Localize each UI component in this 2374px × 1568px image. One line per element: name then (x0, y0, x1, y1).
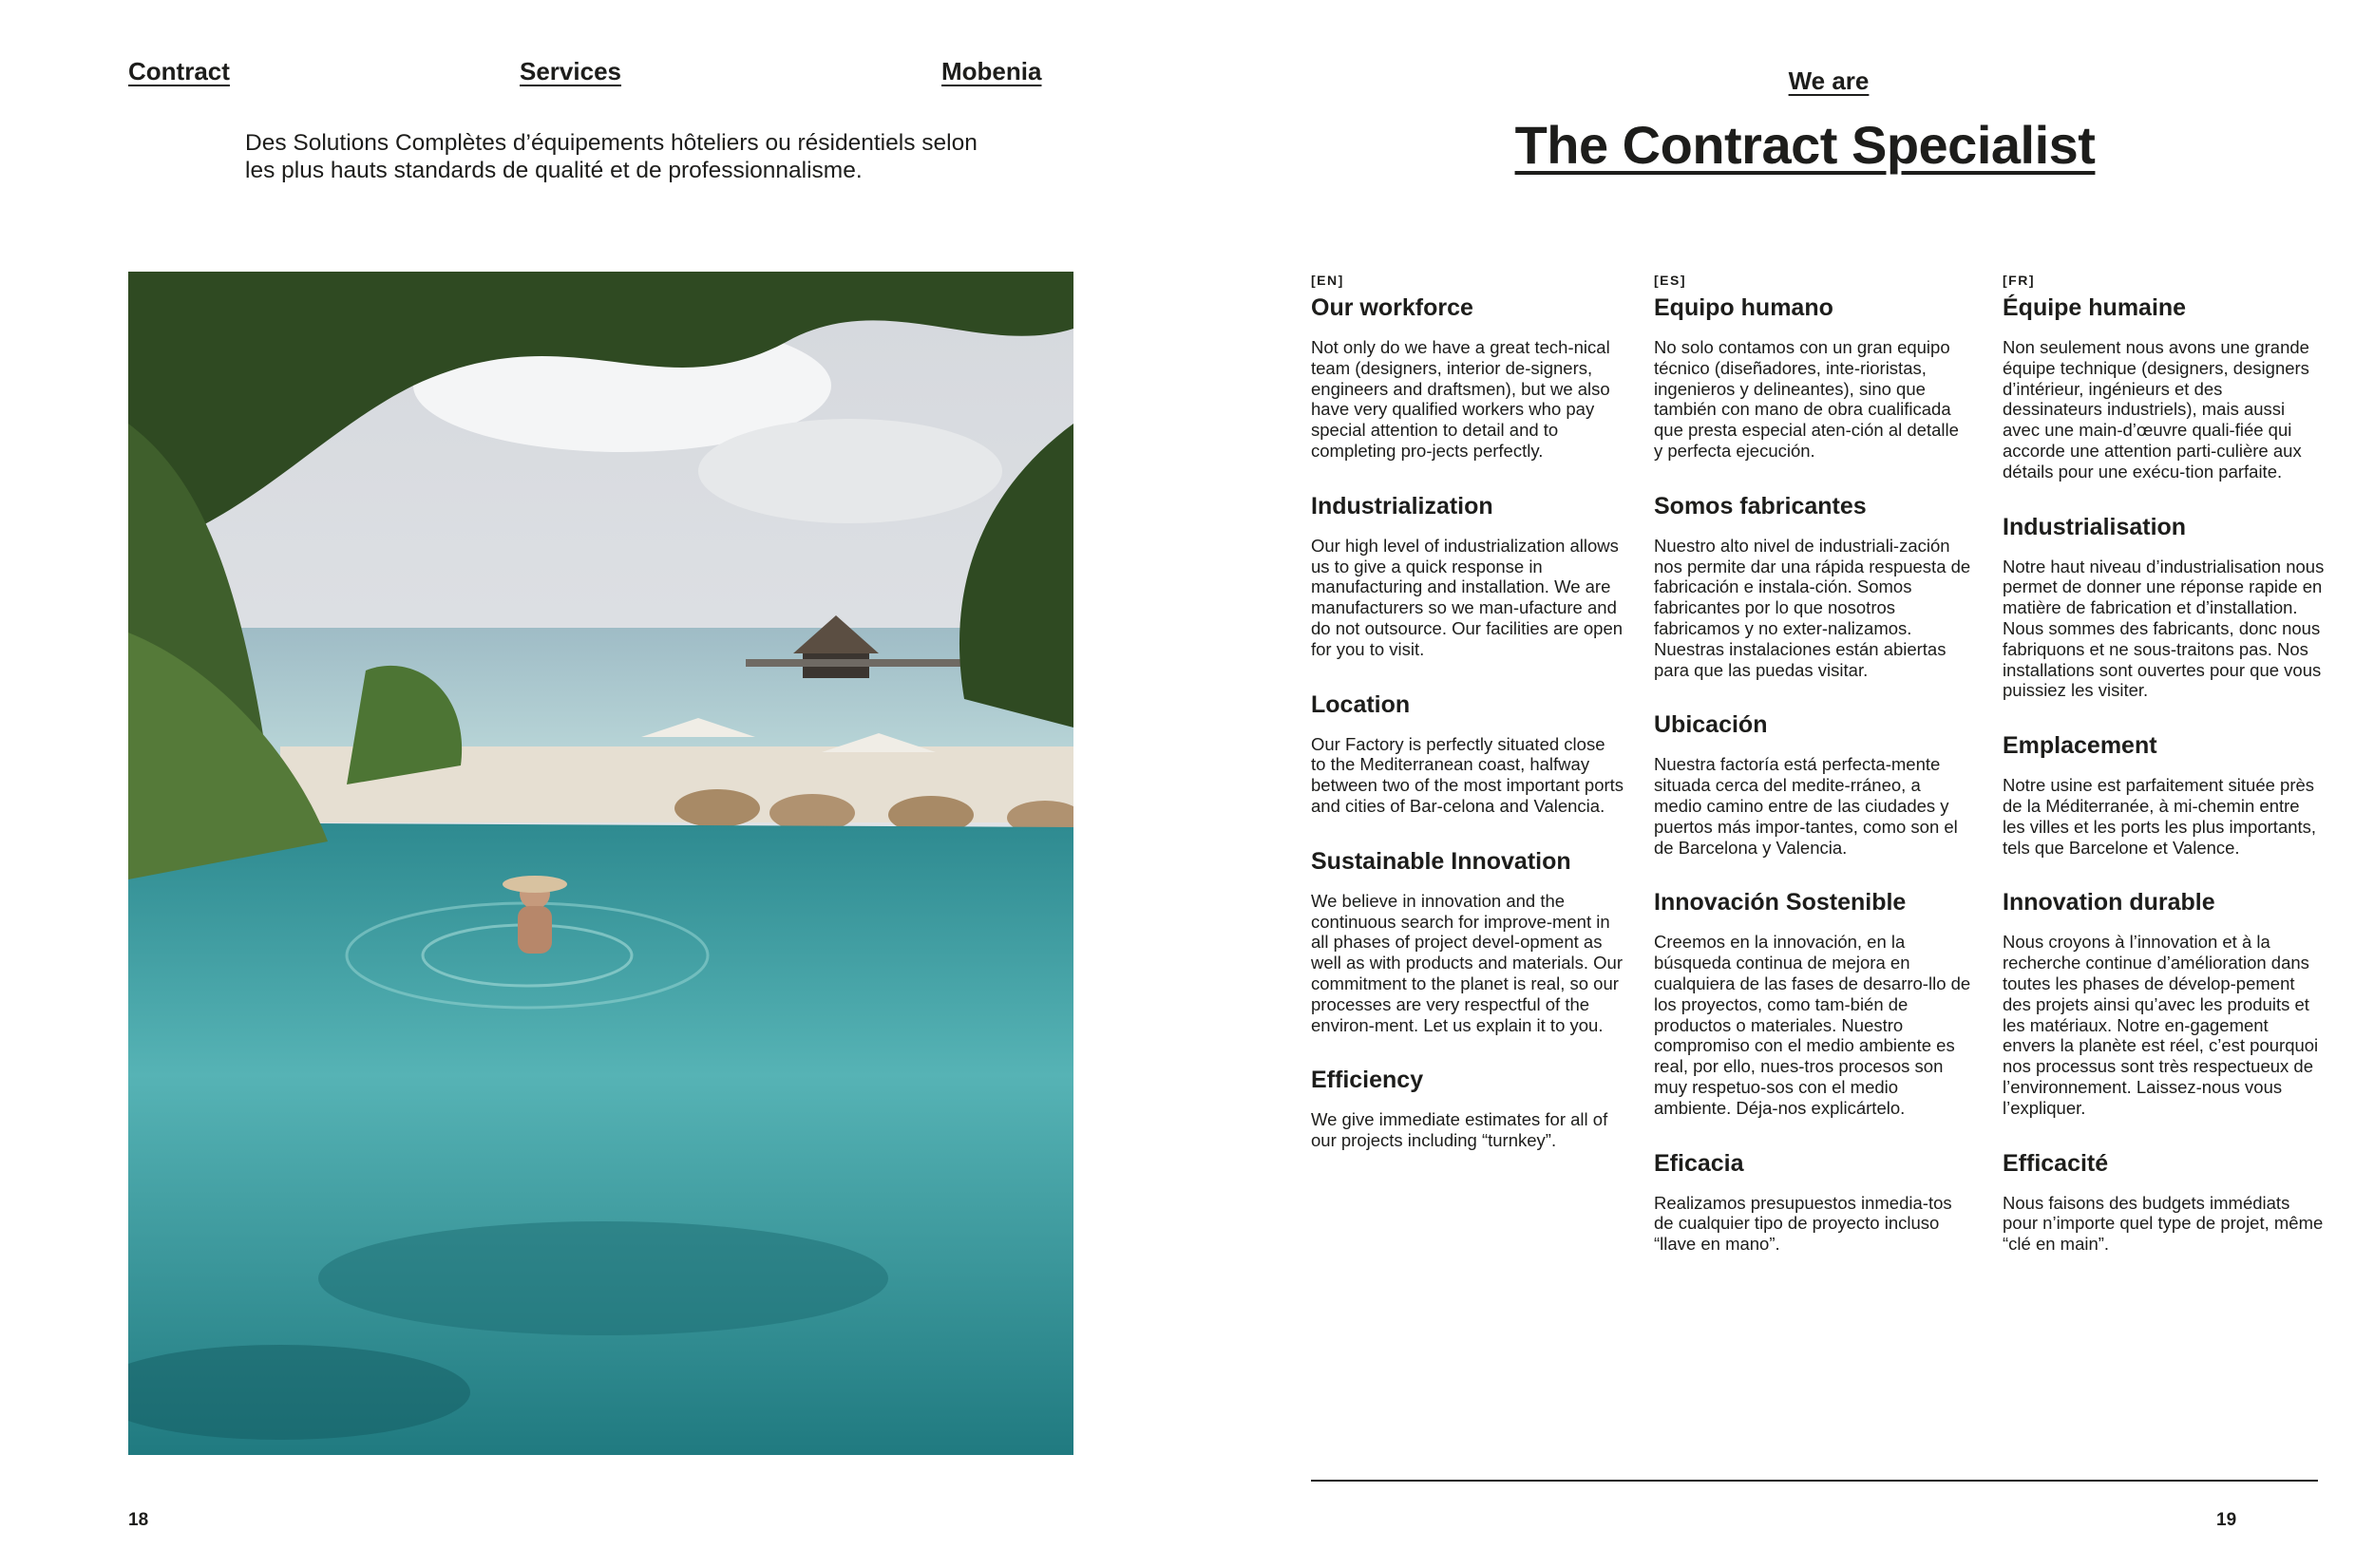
column-en (1311, 273, 1624, 1181)
section-text: Nuestra factoría está perfecta-mente situada cerca del medite-rráneo, a medio camino entre de las ciudades y puertos más impor-tantes, como son el de Barcelona y Valencia. (1654, 754, 1958, 858)
footer-divider (1311, 1480, 2318, 1482)
section-text: Not only do we have a great tech-nical team (designers, interior de-signers, engineers and draftsmen), but we also have very qualified workers who pay special attention to detail and to completing pro-jects perfectly. (1311, 337, 1610, 461)
section-text: Non seulement nous avons une grande équipe technique (designers, designers d’intérieur, ingénieurs et des dessinateurs industriels), mais aussi avec une main-d’œuvre quali-fiée qui accorde une attention parti-culière aux détails pour une exécu-tion parfaite. (2003, 337, 2309, 482)
section-efficiency (2003, 1149, 2326, 1255)
section-innovation (1654, 888, 1972, 1118)
section-text: Our Factory is perfectly situated close to the Mediterranean coast, halfway between two of the most important ports and cities of Bar-celona and Valencia. (1311, 733, 1624, 816)
section-title: Somos fabricantes (1654, 492, 1867, 520)
section-title: Équipe humaine (2003, 294, 2187, 321)
nav-contract-link[interactable]: Contract (128, 57, 230, 85)
lang-label-es: [ES] (1654, 273, 1686, 288)
section-text: Creemos en la innovación, en la búsqueda continua de mejora en cualquiera de las fases de desarro-llo de los proyectos, como tam-bién de productos o materiales. Nuestro compromiso con el medio ambiente es real, por ello, nues-tros procesos son muy respetuo-sos con el medio ambiente. Déja-nos explicártelo. (1654, 932, 1971, 1118)
section-efficiency (1311, 1066, 1624, 1151)
section-title: Innovation durable (2003, 889, 2215, 916)
resort-pool-photo (128, 272, 1073, 1455)
section-text: Notre haut niveau d’industrialisation nous permet de donner une réponse rapide en matière de fabrication et d’installation. Nous sommes des fabricants, donc nous fabriquons et ne sous-traitons pas. Nos installations sont ouvertes pour que vous puissiez les visiter. (2003, 556, 2325, 701)
lang-label-en: [EN] (1311, 273, 1344, 288)
section-title: Efficiency (1311, 1067, 1424, 1094)
section-text: Nous faisons des budgets immédiats pour n’importe quel type de projet, même “clé en main”. (2003, 1192, 2324, 1255)
section-workforce (2003, 293, 2326, 482)
column-fr (2003, 273, 2326, 1285)
section-text: Nuestro alto nivel de industriali-zación nos permite dar una rápida respuesta de fabricación e instala-ción. Somos fabricantes por lo que nosotros fabricamos y no exter-nalizamos. Nuestras instalaciones están abiertas para que las puedas visitar. (1654, 535, 1971, 680)
section-innovation (2003, 888, 2326, 1118)
section-location (2003, 731, 2326, 858)
section-location (1311, 690, 1624, 817)
section-innovation (1311, 847, 1624, 1036)
section-industrialization (2003, 513, 2326, 702)
section-text: We believe in innovation and the continuous search for improve-ment in all phases of project devel-opment as well as with products and materials. Our commitment to the planet is real, so our processes are very respectful of the environ-ment. Let us explain it to you. (1311, 890, 1623, 1035)
section-text: Our high level of industrialization allows us to give a quick response in manufacturing and installation. We are manufacturers so we man-ufacture and do not outsource. Our facilities are open for you to visit. (1311, 535, 1624, 659)
section-title: Sustainable Innovation (1311, 847, 1571, 875)
section-title: Efficacité (2003, 1149, 2109, 1177)
section-title: Eficacia (1654, 1149, 1744, 1177)
section-title: Industrialization (1311, 492, 1493, 520)
section-workforce (1311, 293, 1624, 462)
section-title: Location (1311, 690, 1411, 718)
lang-label-fr: [FR] (2003, 273, 2035, 288)
section-title: Our workforce (1311, 294, 1473, 321)
section-text: We give immediate estimates for all of our projects including “turnkey”. (1311, 1109, 1608, 1151)
page-number-right: 19 (2216, 1510, 2237, 1530)
section-title: Industrialisation (2003, 513, 2187, 540)
nav-mobenia-link[interactable]: Mobenia (941, 57, 1042, 85)
section-title: Emplacement (2003, 732, 2157, 760)
intro-text: Des Solutions Complètes d’équipements hôteliers ou résidentiels selon les plus hauts standards de qualité et de professionnalisme. (245, 130, 978, 183)
nav-services-link[interactable]: Services (520, 57, 621, 85)
section-workforce (1654, 293, 1972, 462)
section-text: Realizamos presupuestos inmedia-tos de cualquier tipo de proyecto incluso “llave en mano”. (1654, 1192, 1952, 1255)
section-industrialization (1311, 492, 1624, 660)
section-text: No solo contamos con un gran equipo técnico (diseñadores, inte-rioristas, ingenieros y delineantes), sino que también con mano de obra cualificada que presta especial aten-ción al detalle y perfecta ejecución. (1654, 337, 1959, 461)
section-title: Innovación Sostenible (1654, 889, 1907, 916)
section-title: Ubicación (1654, 711, 1768, 739)
we-are-label: We are (1788, 66, 1870, 95)
column-es (1654, 273, 1972, 1285)
section-text: Nous croyons à l’innovation et à la recherche continue d’amélioration dans toutes les phases de dévelop-pement des projets ainsi qu’avec les produits et les matériaux. Notre en-gagement envers la planète est réel, c’est pourquoi nos processus sont très respectueux de l’environnement. Laissez-nous vous l’expliquer. (2003, 932, 2319, 1118)
section-title: Equipo humano (1654, 294, 1833, 321)
page-number-left: 18 (128, 1510, 149, 1530)
section-efficiency (1654, 1149, 1972, 1255)
page-title: The Contract Specialist (1514, 115, 2096, 175)
section-industrialization (1654, 492, 1972, 681)
section-location (1654, 710, 1972, 858)
section-text: Notre usine est parfaitement située près de la Méditerranée, à mi-chemin entre les villes et les ports les plus importants, tels que Barcelone et Valence. (2003, 775, 2317, 858)
